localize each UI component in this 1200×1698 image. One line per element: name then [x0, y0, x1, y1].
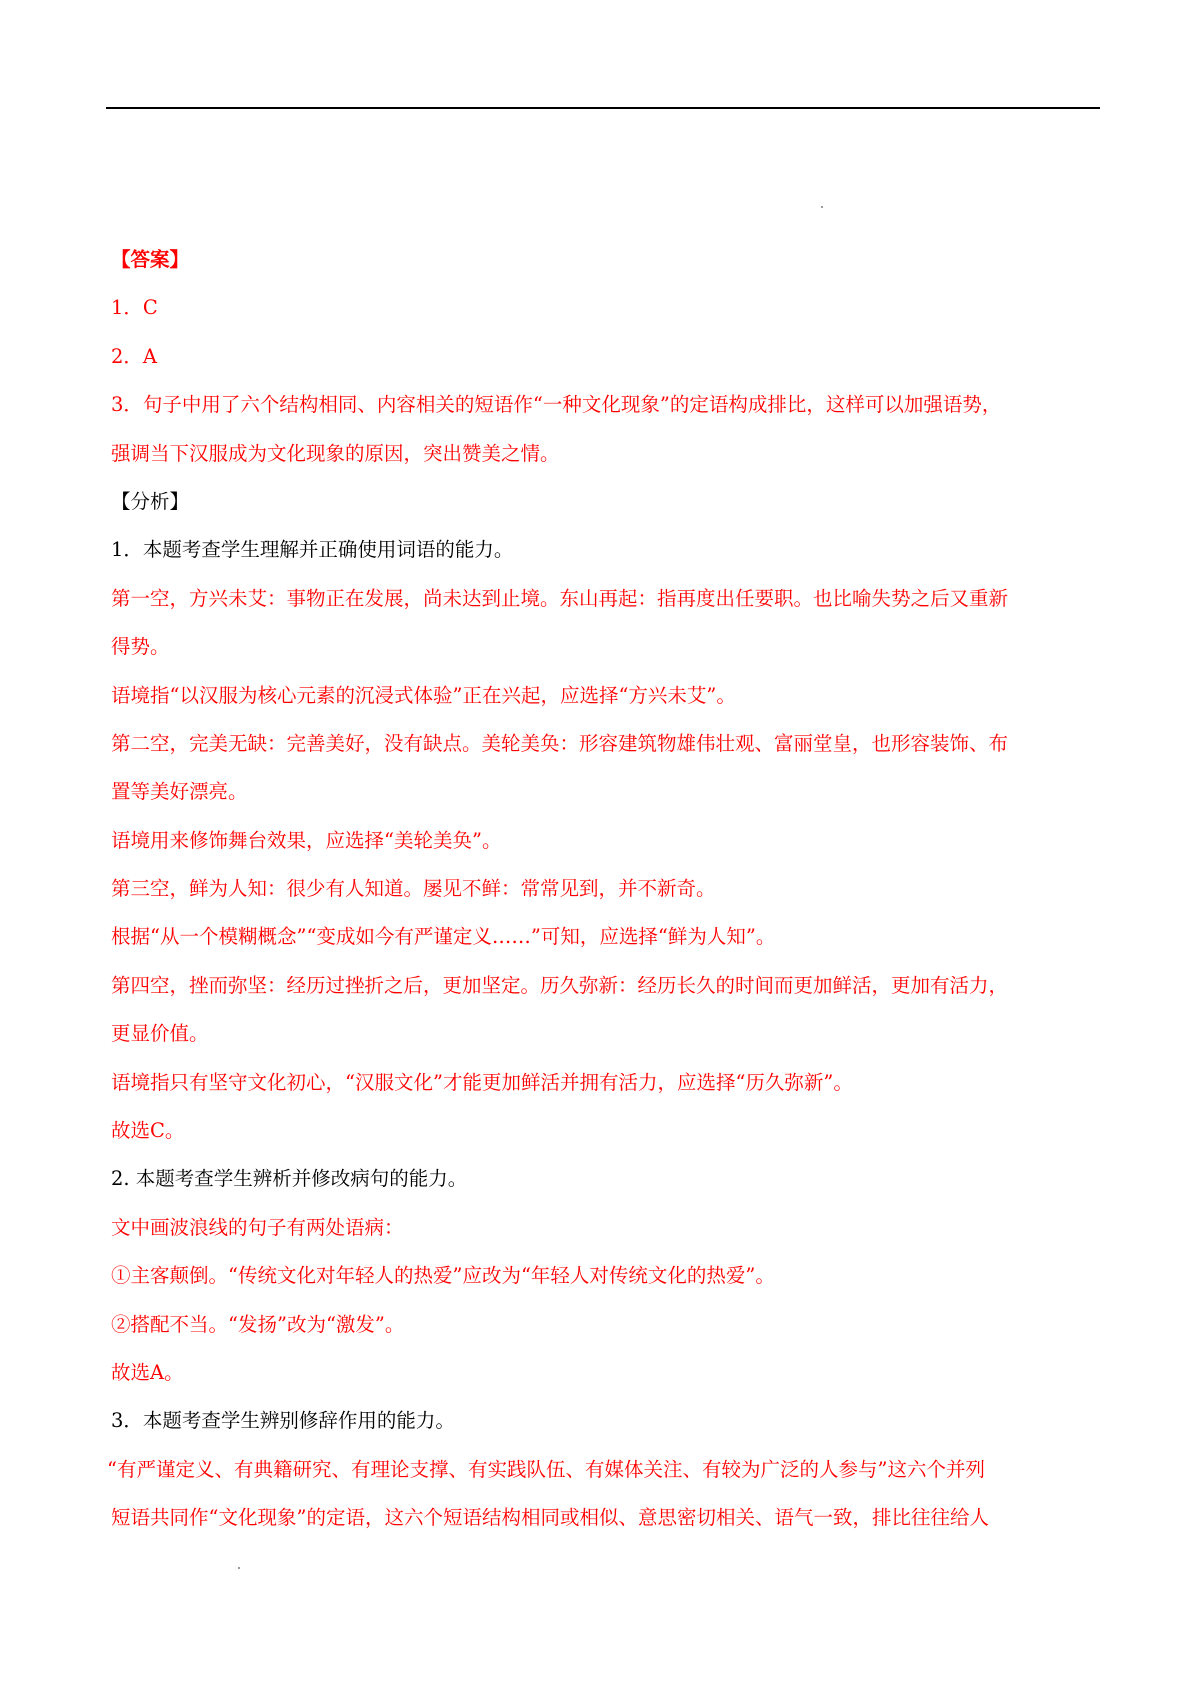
q1-line: 第一空，方兴未艾：事物正在发展，尚未达到止境。东山再起：指再度出任要职。也比喻失势之后又重新: [111, 586, 1009, 610]
q1-line: 根据“从一个模糊概念”“变成如今有严谨定义……”可知，应选择“鲜为人知”。: [111, 925, 776, 949]
q2-line: 文中画波浪线的句子有两处语病：: [111, 1215, 404, 1239]
q1-line: 得势。: [111, 635, 170, 659]
q2-line: ②搭配不当。“发扬”改为“激发”。: [111, 1312, 405, 1336]
document-body: [107, 236, 1101, 1543]
answer-line: 3．句子中用了六个结构相同、内容相关的短语作“一种文化现象”的定语构成排比，这样可以加强语势，: [111, 393, 1002, 417]
q3-line: 短语共同作“文化现象”的定语，这六个短语结构相同或相似、意思密切相关、语气一致，排比往往给人: [111, 1506, 989, 1530]
q3-title: 3．本题考查学生辨别修辞作用的能力。: [111, 1409, 455, 1433]
q1-line: 更显价值。: [111, 1022, 209, 1046]
q1-line: 语境指只有坚守文化初心，“汉服文化”才能更加鲜活并拥有活力，应选择“历久弥新”。: [111, 1070, 853, 1094]
answer-header: 【答案】: [111, 248, 190, 271]
q1-line: 第四空，挫而弥坚：经历过挫折之后，更加坚定。历久弥新：经历长久的时间而更加鲜活，更加有活力，: [111, 973, 1009, 997]
q2-conclusion: 故选A。: [111, 1360, 184, 1384]
q1-line: 语境用来修饰舞台效果，应选择“美轮美奂”。: [111, 828, 502, 852]
q2-line: ①主客颠倒。“传统文化对年轻人的热爱”应改为“年轻人对传统文化的热爱”。: [111, 1264, 775, 1288]
q1-line: 第二空，完美无缺：完善美好，没有缺点。美轮美奂：形容建筑物雄伟壮观、富丽堂皇，也形容装饰、布: [111, 731, 1009, 755]
q1-conclusion: 故选C。: [111, 1119, 185, 1143]
analysis-header: 【分析】: [111, 489, 190, 513]
answer-line: 1．C: [111, 296, 158, 320]
q1-line: 语境指“以汉服为核心元素的沉浸式体验”正在兴起，应选择“方兴未艾”。: [111, 683, 736, 707]
stray-mark: [821, 206, 823, 208]
header-rule: [106, 107, 1100, 109]
q1-line: 第三空，鲜为人知：很少有人知道。屡见不鲜：常常见到，并不新奇。: [111, 877, 716, 901]
q3-line: “有严谨定义、有典籍研究、有理论支撑、有实践队伍、有媒体关注、有较为广泛的人参与”这六个并列: [107, 1457, 985, 1481]
q2-title: 2. 本题考查学生辨析并修改病句的能力。: [111, 1167, 468, 1191]
answer-line: 2．A: [111, 344, 157, 368]
q1-line: 置等美好漂亮。: [111, 780, 248, 804]
stray-mark: [238, 1567, 240, 1569]
q1-title: 1．本题考查学生理解并正确使用词语的能力。: [111, 538, 514, 562]
answer-line: 强调当下汉服成为文化现象的原因，突出赞美之情。: [111, 441, 560, 465]
